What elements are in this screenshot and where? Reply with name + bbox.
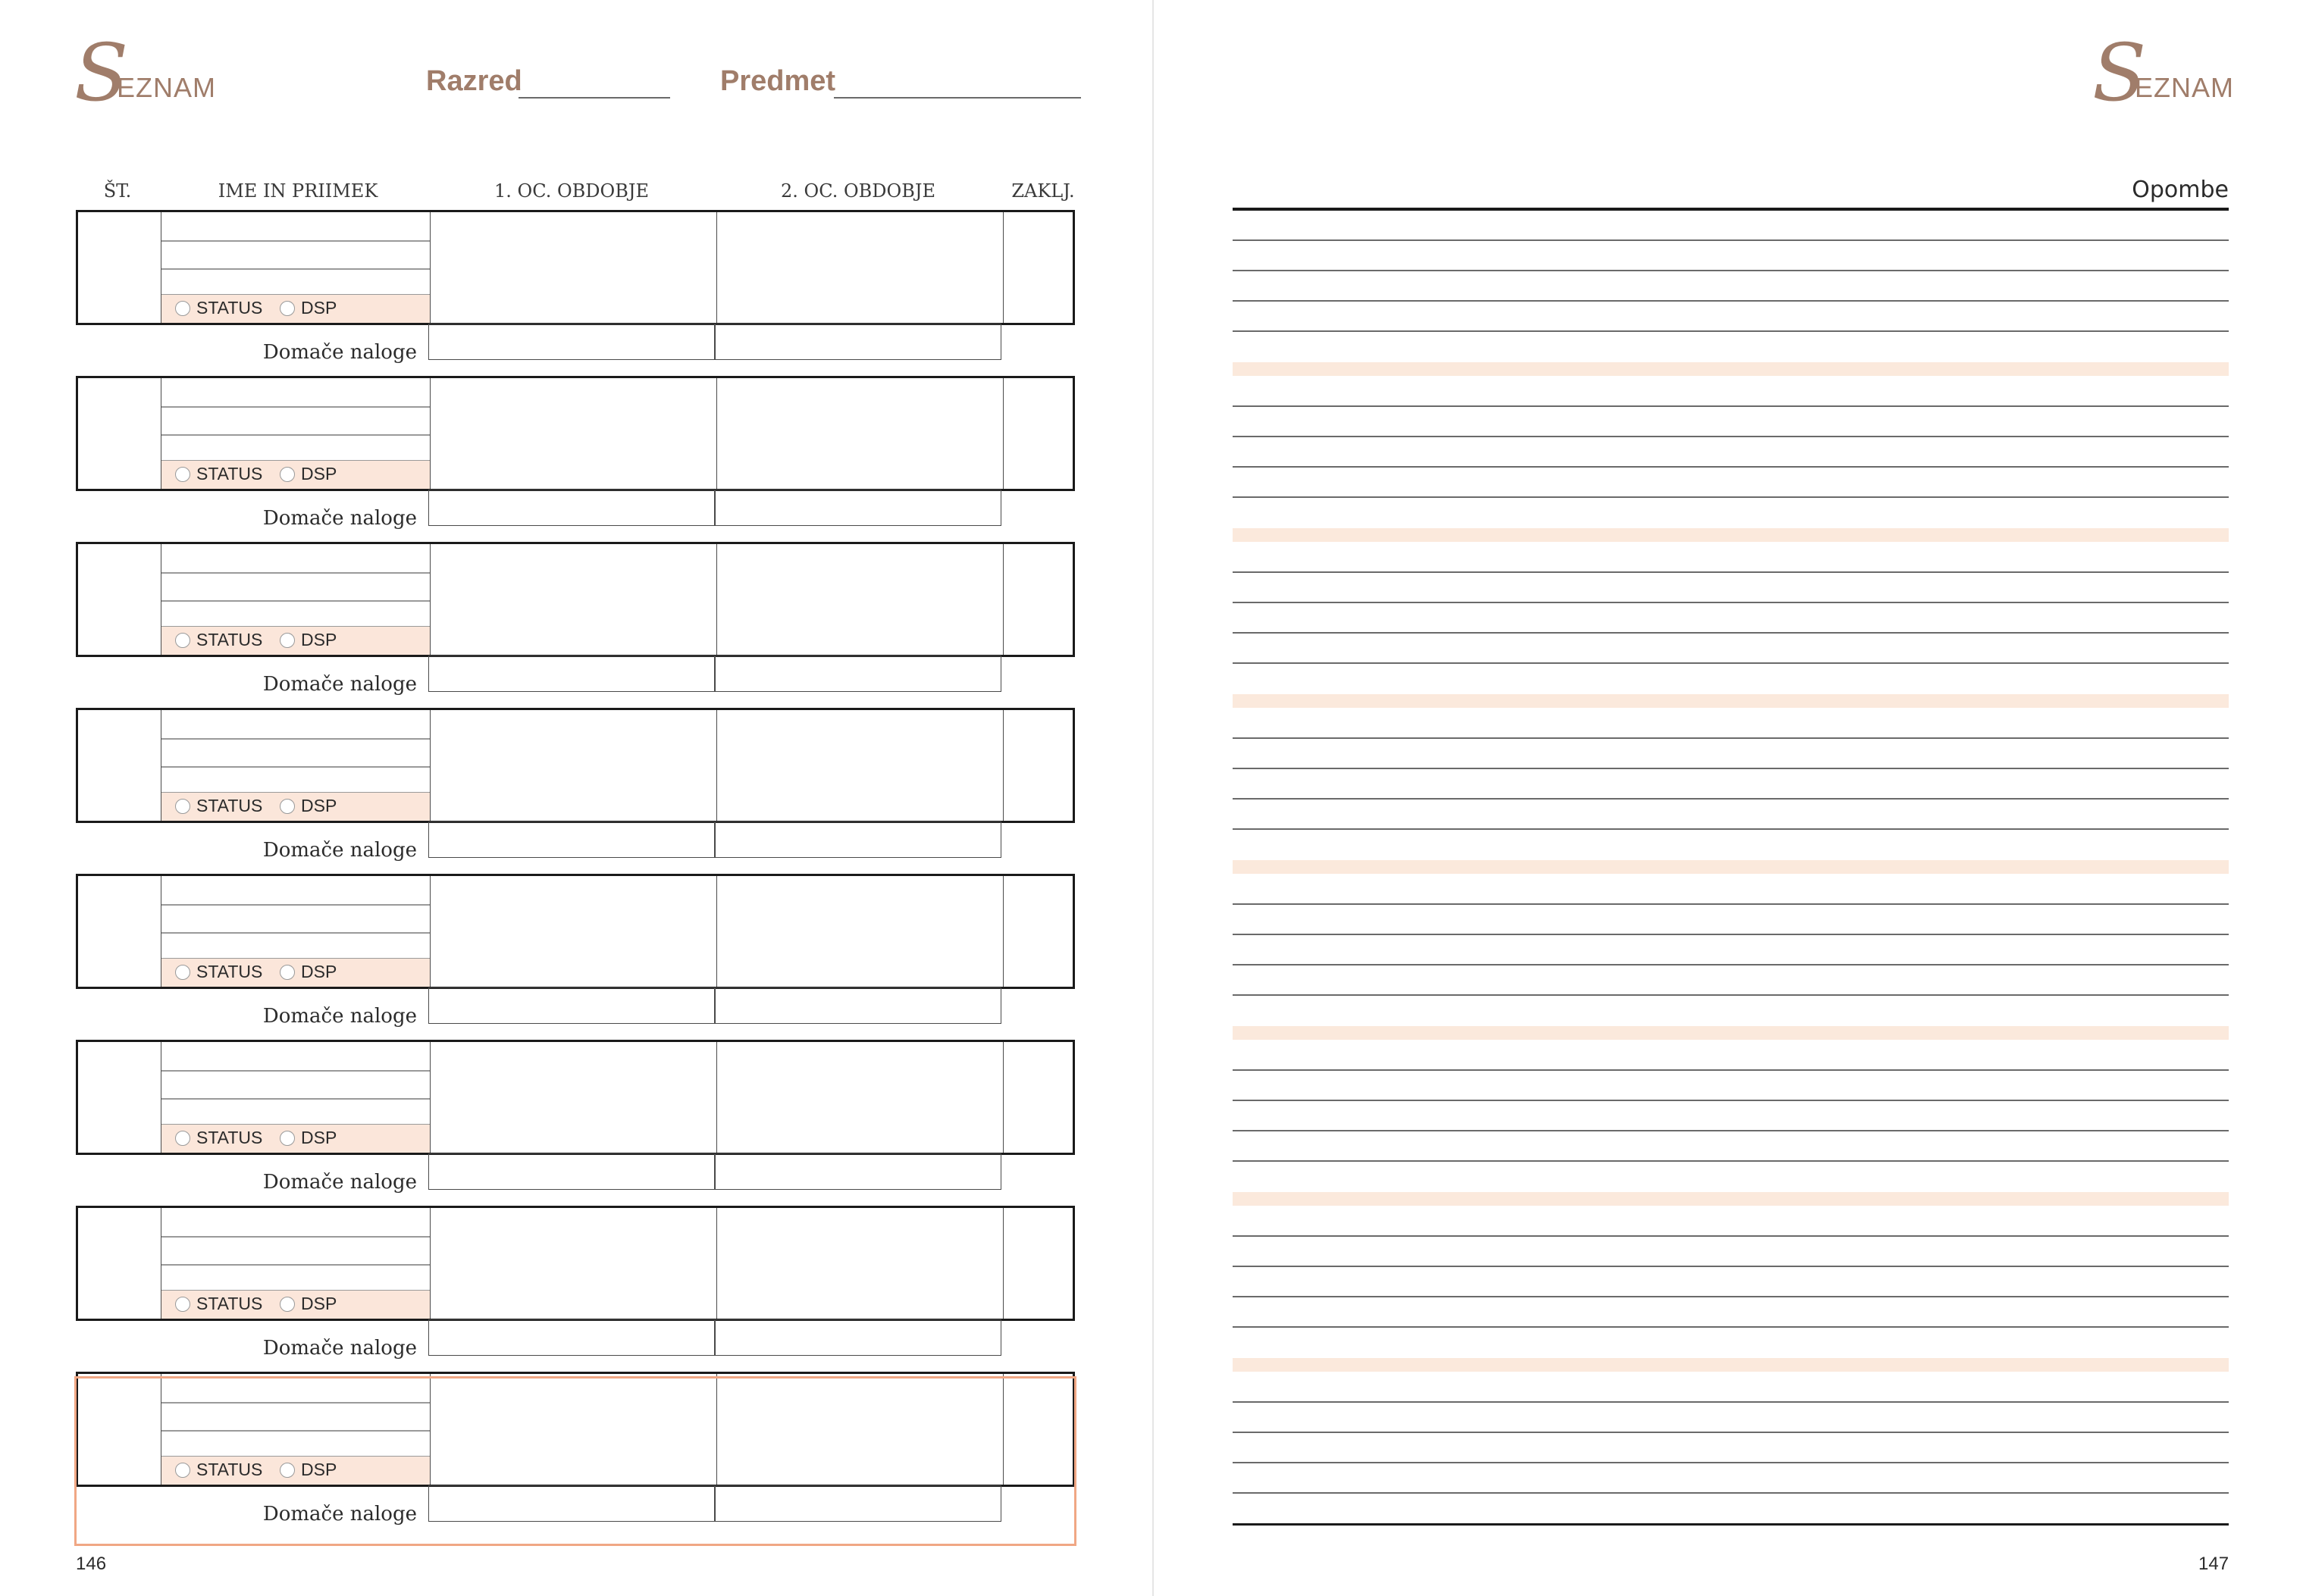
seznam-logo-right bbox=[2092, 27, 2244, 119]
final-grade-cell[interactable] bbox=[1004, 544, 1073, 655]
student-name-cell[interactable] bbox=[161, 212, 431, 323]
period1-grade-cell[interactable] bbox=[431, 1208, 717, 1319]
note-line bbox=[1233, 1160, 2229, 1162]
col-header-period2: 2. OC. OBDOBJE bbox=[781, 180, 935, 202]
note-line bbox=[1233, 239, 2229, 241]
note-line bbox=[1233, 466, 2229, 468]
status-option[interactable] bbox=[175, 299, 262, 317]
note-line bbox=[1233, 1492, 2229, 1494]
period1-grade-cell[interactable] bbox=[431, 544, 717, 655]
period2-grade-cell[interactable] bbox=[717, 1208, 1004, 1319]
period1-grade-cell[interactable] bbox=[431, 1374, 717, 1485]
note-band bbox=[1233, 528, 2229, 542]
note-line bbox=[1233, 828, 2229, 830]
homework-box[interactable] bbox=[428, 1485, 1001, 1522]
student-number-cell[interactable] bbox=[78, 710, 161, 821]
status-radio[interactable] bbox=[175, 1297, 190, 1312]
name-rule bbox=[161, 1402, 430, 1404]
dsp-label: DSP bbox=[301, 796, 337, 815]
period2-grade-cell[interactable] bbox=[717, 876, 1004, 987]
status-label: STATUS bbox=[196, 464, 263, 483]
student-name-cell[interactable] bbox=[161, 1042, 431, 1153]
status-radio[interactable] bbox=[175, 467, 190, 482]
status-label: STATUS bbox=[196, 1128, 263, 1147]
status-label: STATUS bbox=[196, 298, 263, 318]
period2-grade-cell[interactable] bbox=[717, 710, 1004, 821]
name-rule bbox=[161, 600, 430, 602]
name-rule bbox=[161, 1264, 430, 1266]
status-radio[interactable] bbox=[175, 1463, 190, 1478]
homework-label: Domače naloge bbox=[262, 1171, 417, 1194]
note-line bbox=[1233, 798, 2229, 800]
status-radio[interactable] bbox=[175, 799, 190, 814]
col-header-final: ZAKLJ. bbox=[1011, 180, 1075, 202]
note-band bbox=[1233, 1026, 2229, 1040]
student-row bbox=[76, 874, 1075, 989]
name-rule bbox=[161, 406, 430, 408]
dsp-label: DSP bbox=[301, 464, 337, 483]
status-option[interactable] bbox=[175, 797, 262, 815]
homework-label: Domače naloge bbox=[262, 1005, 417, 1028]
dsp-radio[interactable] bbox=[280, 965, 295, 980]
notes-top-rule bbox=[1233, 208, 2229, 211]
note-line bbox=[1233, 330, 2229, 332]
student-number-cell[interactable] bbox=[78, 212, 161, 323]
subject-field-line[interactable] bbox=[834, 97, 1081, 99]
dsp-label: DSP bbox=[301, 630, 337, 649]
name-rule bbox=[161, 1430, 430, 1432]
student-name-cell[interactable] bbox=[161, 544, 431, 655]
student-row bbox=[76, 1040, 1075, 1155]
final-grade-cell[interactable] bbox=[1004, 1208, 1073, 1319]
homework-divider bbox=[714, 1154, 716, 1189]
student-number-cell[interactable] bbox=[78, 1208, 161, 1319]
student-row bbox=[76, 1206, 1075, 1321]
dsp-label: DSP bbox=[301, 1128, 337, 1147]
note-line bbox=[1233, 632, 2229, 634]
homework-box[interactable] bbox=[428, 324, 1001, 360]
dsp-option[interactable] bbox=[280, 1129, 337, 1147]
dsp-option[interactable] bbox=[280, 631, 337, 649]
status-radio[interactable] bbox=[175, 301, 190, 316]
page-number-left: 146 bbox=[76, 1554, 107, 1574]
student-number-cell[interactable] bbox=[78, 1042, 161, 1153]
dsp-option[interactable] bbox=[280, 465, 337, 483]
note-line bbox=[1233, 1069, 2229, 1071]
student-name-cell[interactable] bbox=[161, 1374, 431, 1485]
logo-text: EZNAM bbox=[2135, 72, 2234, 103]
homework-box[interactable] bbox=[428, 821, 1001, 858]
note-line bbox=[1233, 1100, 2229, 1101]
student-number-cell[interactable] bbox=[78, 876, 161, 987]
homework-label: Domače naloge bbox=[262, 1337, 417, 1360]
student-row bbox=[76, 1372, 1075, 1487]
note-line bbox=[1233, 405, 2229, 407]
status-strip bbox=[161, 1456, 430, 1485]
status-strip bbox=[161, 294, 430, 323]
seznam-logo-left bbox=[74, 27, 226, 119]
note-line bbox=[1233, 934, 2229, 935]
name-rule bbox=[161, 1070, 430, 1072]
homework-box[interactable] bbox=[428, 987, 1001, 1024]
status-option[interactable] bbox=[175, 1129, 262, 1147]
final-grade-cell[interactable] bbox=[1004, 1042, 1073, 1153]
dsp-radio[interactable] bbox=[280, 1131, 295, 1146]
period2-grade-cell[interactable] bbox=[717, 1042, 1004, 1153]
status-option[interactable] bbox=[175, 631, 262, 649]
dsp-option[interactable] bbox=[280, 963, 337, 981]
status-option[interactable] bbox=[175, 1295, 262, 1313]
student-row bbox=[76, 210, 1075, 325]
final-grade-cell[interactable] bbox=[1004, 212, 1073, 323]
status-strip bbox=[161, 1290, 430, 1319]
name-rule bbox=[161, 738, 430, 740]
student-name-cell[interactable] bbox=[161, 1208, 431, 1319]
note-line bbox=[1233, 1266, 2229, 1267]
name-rule bbox=[161, 1098, 430, 1100]
homework-label: Domače naloge bbox=[262, 1503, 417, 1526]
note-line bbox=[1233, 1432, 2229, 1433]
note-line bbox=[1233, 1296, 2229, 1297]
note-line bbox=[1233, 436, 2229, 437]
logo-text: EZNAM bbox=[117, 72, 216, 103]
note-line bbox=[1233, 768, 2229, 769]
status-label: STATUS bbox=[196, 630, 263, 649]
dsp-radio[interactable] bbox=[280, 799, 295, 814]
note-line bbox=[1233, 1130, 2229, 1131]
name-rule bbox=[161, 240, 430, 242]
logo-initial: S bbox=[2092, 27, 2147, 119]
note-line bbox=[1233, 662, 2229, 664]
final-grade-cell[interactable] bbox=[1004, 876, 1073, 987]
note-line bbox=[1233, 270, 2229, 271]
dsp-label: DSP bbox=[301, 1460, 337, 1479]
name-rule bbox=[161, 268, 430, 270]
note-band bbox=[1233, 1192, 2229, 1206]
homework-divider bbox=[714, 1320, 716, 1355]
note-line bbox=[1233, 571, 2229, 573]
period1-grade-cell[interactable] bbox=[431, 212, 717, 323]
homework-divider bbox=[714, 822, 716, 857]
dsp-radio[interactable] bbox=[280, 301, 295, 316]
note-line bbox=[1233, 994, 2229, 996]
period1-grade-cell[interactable] bbox=[431, 378, 717, 489]
dsp-option[interactable] bbox=[280, 1461, 337, 1479]
dsp-option[interactable] bbox=[280, 1295, 337, 1313]
period1-grade-cell[interactable] bbox=[431, 710, 717, 821]
homework-label: Domače naloge bbox=[262, 507, 417, 530]
col-header-number: ŠT. bbox=[103, 180, 132, 202]
student-number-cell[interactable] bbox=[78, 378, 161, 489]
name-rule bbox=[161, 766, 430, 768]
status-strip bbox=[161, 1124, 430, 1153]
name-rule bbox=[161, 904, 430, 906]
note-line bbox=[1233, 1326, 2229, 1328]
dsp-radio[interactable] bbox=[280, 1463, 295, 1478]
status-option[interactable] bbox=[175, 963, 262, 981]
dsp-radio[interactable] bbox=[280, 467, 295, 482]
dsp-label: DSP bbox=[301, 1294, 337, 1313]
status-label: STATUS bbox=[196, 1460, 263, 1479]
dsp-radio[interactable] bbox=[280, 633, 295, 648]
final-grade-cell[interactable] bbox=[1004, 710, 1073, 821]
period2-grade-cell[interactable] bbox=[717, 212, 1004, 323]
note-line bbox=[1233, 496, 2229, 498]
period2-grade-cell[interactable] bbox=[717, 378, 1004, 489]
name-rule bbox=[161, 434, 430, 436]
logo-initial: S bbox=[74, 27, 129, 119]
homework-divider bbox=[714, 490, 716, 525]
note-line bbox=[1233, 964, 2229, 965]
name-rule bbox=[161, 572, 430, 574]
subject-label: Predmet bbox=[720, 65, 836, 97]
name-rule bbox=[161, 932, 430, 934]
student-row bbox=[76, 708, 1075, 823]
period1-grade-cell[interactable] bbox=[431, 1042, 717, 1153]
period2-grade-cell[interactable] bbox=[717, 544, 1004, 655]
final-grade-cell[interactable] bbox=[1004, 1374, 1073, 1485]
name-rule bbox=[161, 1236, 430, 1238]
status-radio[interactable] bbox=[175, 965, 190, 980]
homework-box[interactable] bbox=[428, 1319, 1001, 1356]
homework-divider bbox=[714, 1486, 716, 1521]
note-band bbox=[1233, 860, 2229, 874]
note-line bbox=[1233, 300, 2229, 302]
homework-box[interactable] bbox=[428, 490, 1001, 526]
note-line bbox=[1233, 1235, 2229, 1237]
status-label: STATUS bbox=[196, 962, 263, 981]
dsp-option[interactable] bbox=[280, 299, 337, 317]
note-band bbox=[1233, 362, 2229, 376]
dsp-radio[interactable] bbox=[280, 1297, 295, 1312]
status-radio[interactable] bbox=[175, 1131, 190, 1146]
notes-title: Opombe bbox=[2132, 177, 2229, 203]
status-strip bbox=[161, 958, 430, 987]
note-band bbox=[1233, 1358, 2229, 1372]
student-name-cell[interactable] bbox=[161, 876, 431, 987]
homework-box[interactable] bbox=[428, 656, 1001, 692]
homework-divider bbox=[714, 656, 716, 691]
status-label: STATUS bbox=[196, 796, 263, 815]
note-line bbox=[1233, 1401, 2229, 1403]
class-field-line[interactable] bbox=[519, 97, 670, 99]
student-name-cell[interactable] bbox=[161, 378, 431, 489]
note-line bbox=[1233, 903, 2229, 905]
note-line bbox=[1233, 737, 2229, 739]
dsp-option[interactable] bbox=[280, 797, 337, 815]
period2-grade-cell[interactable] bbox=[717, 1374, 1004, 1485]
dsp-label: DSP bbox=[301, 962, 337, 981]
homework-label: Domače naloge bbox=[262, 341, 417, 364]
col-header-period1: 1. OC. OBDOBJE bbox=[494, 180, 649, 202]
status-label: STATUS bbox=[196, 1294, 263, 1313]
note-line bbox=[1233, 1462, 2229, 1463]
homework-label: Domače naloge bbox=[262, 673, 417, 696]
homework-box[interactable] bbox=[428, 1153, 1001, 1190]
final-grade-cell[interactable] bbox=[1004, 378, 1073, 489]
dsp-label: DSP bbox=[301, 298, 337, 318]
status-strip bbox=[161, 792, 430, 821]
status-option[interactable] bbox=[175, 465, 262, 483]
homework-label: Domače naloge bbox=[262, 839, 417, 862]
status-option[interactable] bbox=[175, 1461, 262, 1479]
class-label: Razred bbox=[426, 65, 522, 97]
student-number-cell[interactable] bbox=[78, 544, 161, 655]
note-line bbox=[1233, 602, 2229, 603]
note-band bbox=[1233, 694, 2229, 708]
student-number-cell[interactable] bbox=[78, 1374, 161, 1485]
page-number-right: 147 bbox=[2198, 1554, 2229, 1574]
status-strip bbox=[161, 626, 430, 655]
student-row bbox=[76, 542, 1075, 657]
homework-divider bbox=[714, 324, 716, 359]
status-strip bbox=[161, 460, 430, 489]
period1-grade-cell[interactable] bbox=[431, 876, 717, 987]
student-name-cell[interactable] bbox=[161, 710, 431, 821]
status-radio[interactable] bbox=[175, 633, 190, 648]
homework-divider bbox=[714, 988, 716, 1023]
col-header-name: IME IN PRIIMEK bbox=[218, 180, 378, 202]
student-row bbox=[76, 376, 1075, 491]
notes-bottom-rule bbox=[1233, 1523, 2229, 1526]
